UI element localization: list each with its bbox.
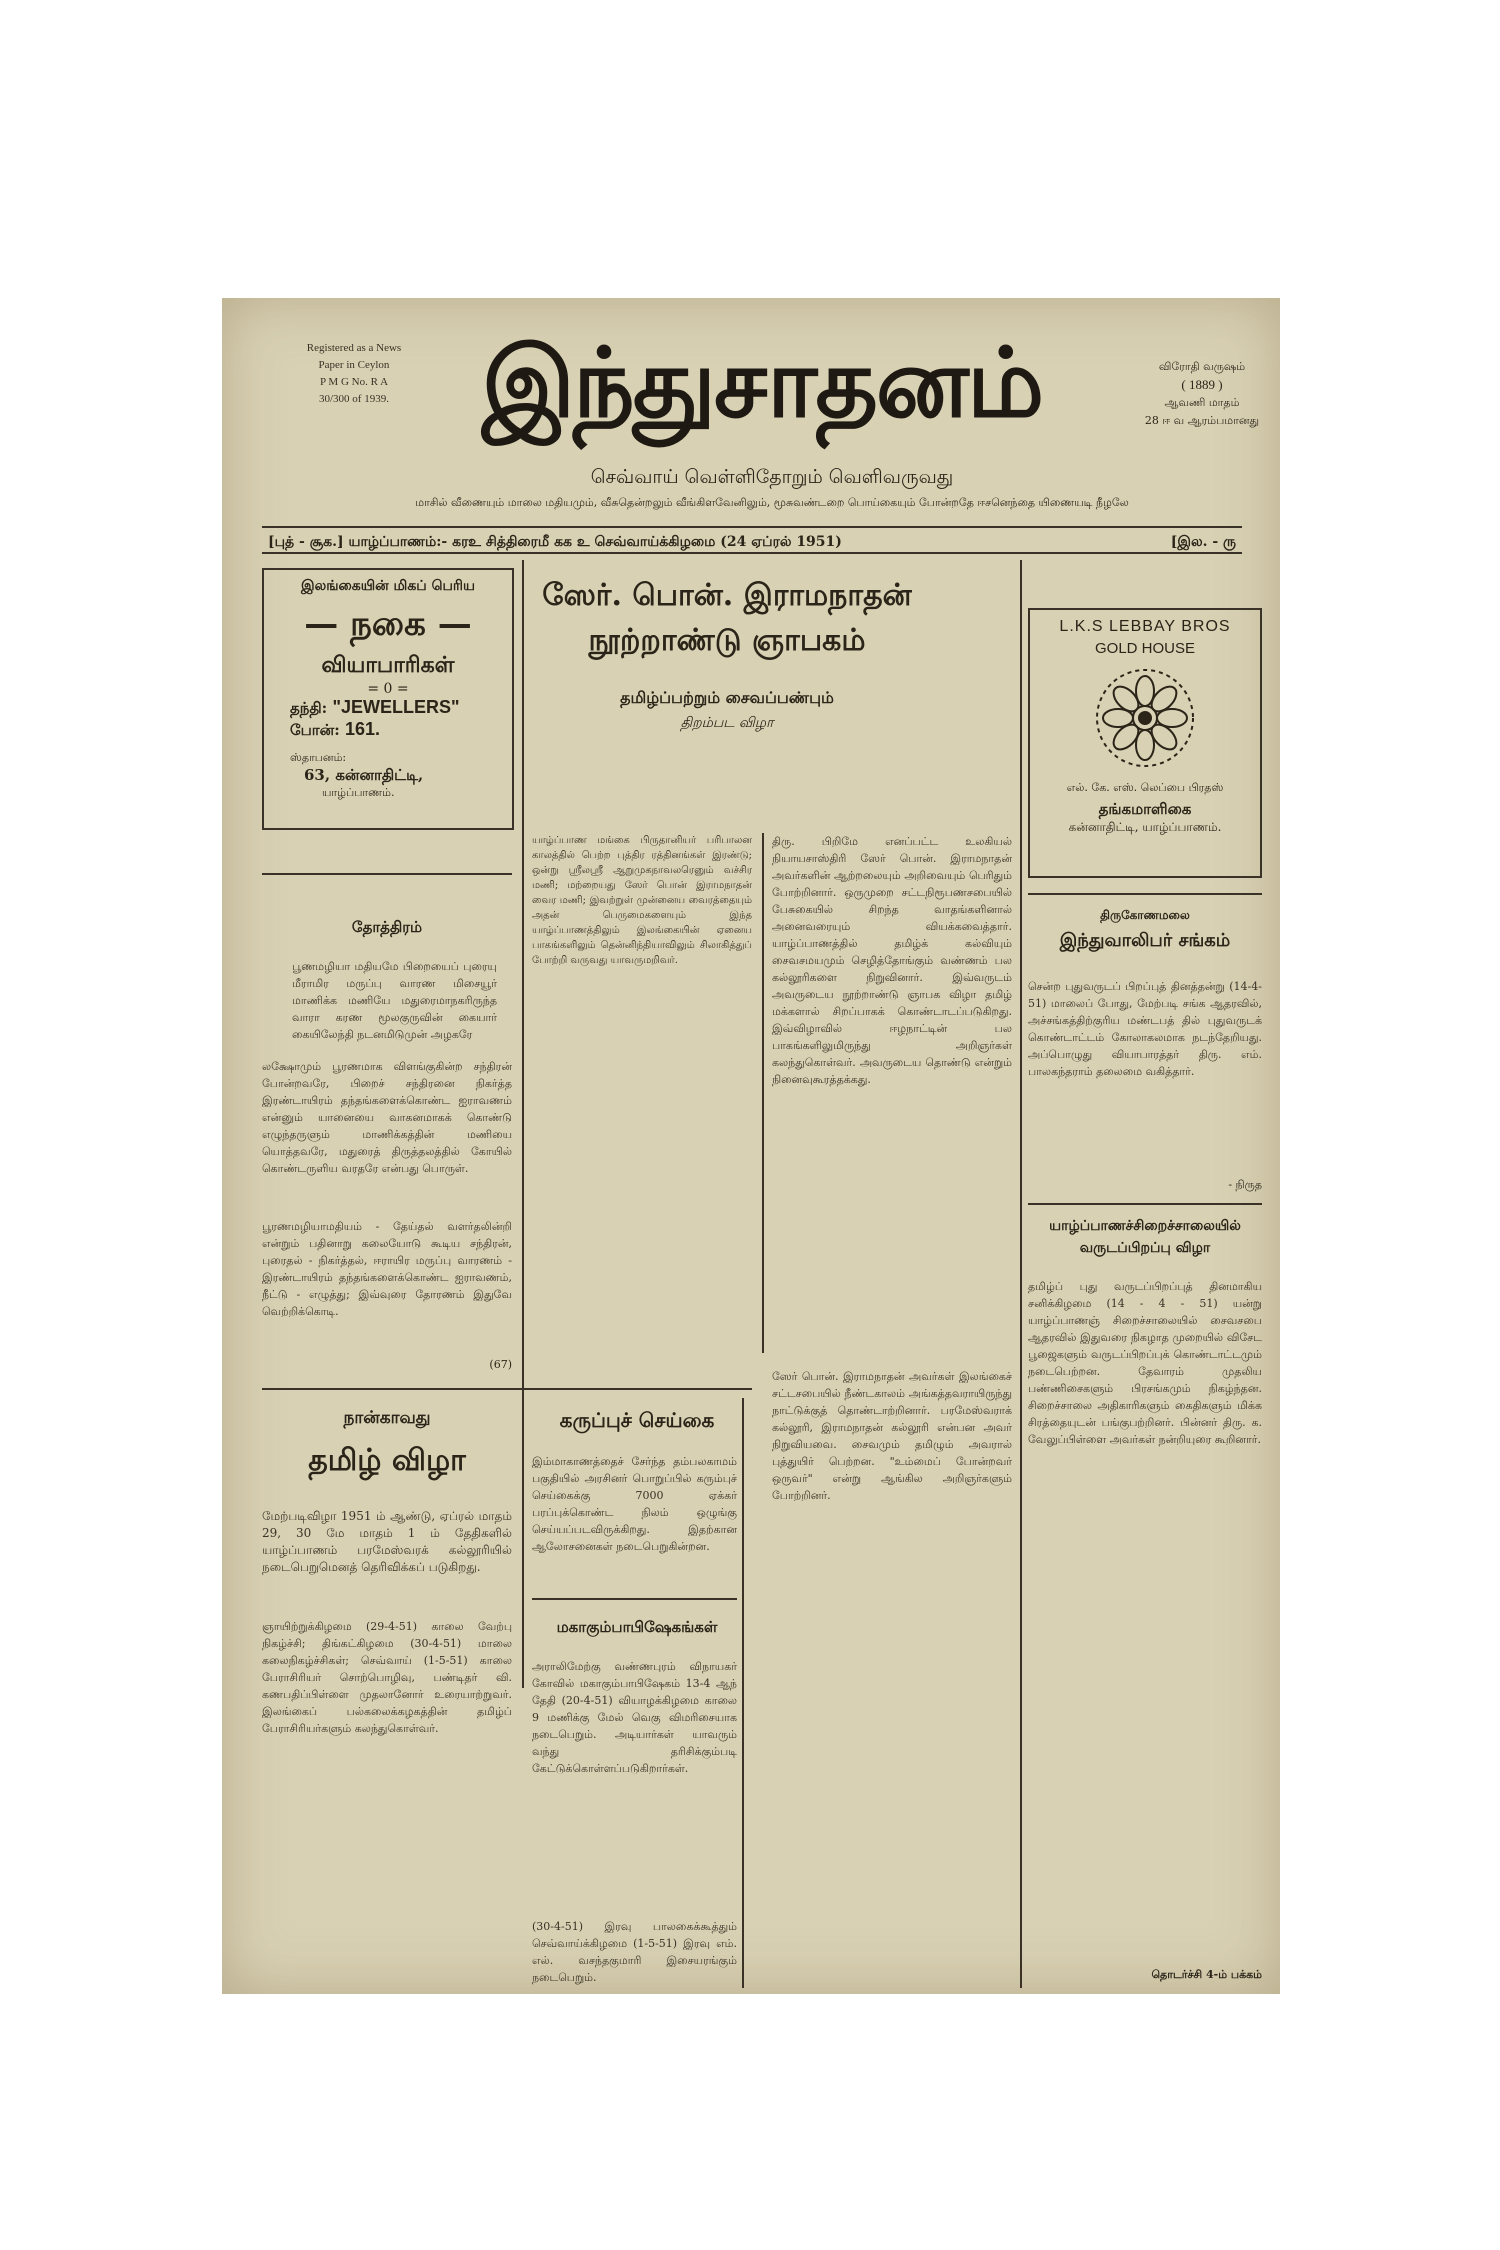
section-rule bbox=[262, 873, 512, 875]
column-rule bbox=[762, 833, 764, 1353]
temple-news-body: சென்ற புதுவருடப் பிறப்புத் தினத்தன்று (14-4-51) மாலைப் போது, மேற்படி சங்க ஆதரவில், அச்சங்கத்திற்குரிய மண்டபத் தில் புதுவருடக் கொண்டாட்டம் கோலாகலமாக நடந்தேறியது. அப்பொழுது வியாபாரத்தர் திரு. எம். பாலகந்தராம் தலைமை வகித்தார். bbox=[1028, 980, 1262, 1078]
volume-line: விரோதி வருஷம் bbox=[1158, 360, 1246, 373]
section-title: தோத்திரம் bbox=[351, 918, 423, 936]
column-rule bbox=[1020, 560, 1022, 1988]
masthead-title: இந்துசாதனம் bbox=[481, 326, 1043, 439]
ad-subbrand: GOLD HOUSE bbox=[1094, 640, 1196, 657]
ad-line: இலங்கையின் மிகப் பெரிய bbox=[301, 578, 475, 594]
lead-story-body: திரு. பிறிமே எனப்பட்ட உலகியல் நியாயசாஸ்திரி ஸேர் பொன். இராமநாதன் அவர்களின் ஆற்றலையும் அறிவையும் பெரிதும் போற்றினார். ஒருமுறை சட்டநிரூபணசபையில் பேசுகையில் சிறந்த வாதங்களினால் அனைவரையும் வியக்கவைத்தார். யாழ்ப்பாணத்தில் தமிழ்க் கல்வியும் சைவசமயமும் செழித்தோங்கும் வண்ணம் பல கல்லூரிகளை நிறுவினார். இவ்வருடம் அவருடைய நூற்றாண்டு ஞாபக விழா தமிழ் மக்களால் சிறப்பாகக் கொண்டாடப்படுகிறது. இவ்விழாவில் ஈழநாட்டின் பல பாகங்களிலுமிருந்து அறிஞர்கள் கலந்துகொள்வர். அவருடைய தொண்டு என்றும் நினைவுகூரத்தக்கது. bbox=[772, 835, 1012, 1086]
dateline-right: [இல. - ரு bbox=[1170, 534, 1236, 550]
address-line: 63, கன்னாதிட்டி, bbox=[304, 766, 424, 784]
continued-note: தொடர்ச்சி 4-ம் பக்கம் bbox=[1151, 1968, 1262, 1981]
phone-value: 161. bbox=[344, 719, 381, 739]
ad-brand: L.K.S LEBBAY BROS bbox=[1059, 618, 1231, 635]
jewellers-ad bbox=[262, 568, 514, 830]
ad-line: எல். கே. எஸ். லெப்பை பிரதஸ் bbox=[1066, 781, 1224, 794]
column-rule bbox=[742, 1398, 744, 1988]
lead-story-body: ஸேர் பொன். இராமநாதன் அவர்கள் இலங்கைச் சட்டசபையில் நீண்டகாலம் அங்கத்தவராயிருந்து நாட்டுக்குத் தொண்டாற்றினார். பரமேஸ்வராக் கல்லூரி, இராமநாதன் கல்லூரி என்பன அவர் நிறுவியவை. சைவமும் தமிழும் அவரால் புத்துயிர் பெற்றன. "உம்மைப் போன்றவர் ஒருவர்" என்று ஆங்கில அறிஞர்களும் போற்றினர். bbox=[772, 1370, 1012, 1502]
lead-headline: நூற்றாண்டு ஞாபகம் bbox=[588, 623, 866, 658]
section-title: தமிழ் விழா bbox=[308, 1443, 466, 1478]
ad-address: கன்னாதிட்டி, யாழ்ப்பாணம். bbox=[1068, 820, 1222, 834]
address-label: ஸ்தாபனம்: bbox=[290, 751, 347, 764]
section-title: மகாகும்பாபிஷேகங்கள் bbox=[556, 1618, 718, 1636]
telegram-value: "JEWELLERS" bbox=[332, 697, 460, 717]
lebbay-bros-ad bbox=[1028, 608, 1262, 878]
thothiram-verse: பூணமழியா மதியமே பிறையைப் புரையு மீராமிர மருப்பு வாரண மிசையூர் மாணிக்க மணியே மதுரைமாநகரிருந்த வாரா கரண மூலகுருவின் கையார் கையிலேந்தி நடனமிடுமுன் அழகரே bbox=[292, 960, 497, 1041]
signature: - நிருத bbox=[1228, 1178, 1262, 1191]
lead-story-intro: யாழ்ப்பாண மங்கை பிருதானியர் பரிபாலன காலத்தில் பெற்ற புத்திர ரத்தினங்கள் இரண்டு; ஒன்று ஸ்ரீலஸ்ரீ ஆறுமுகநாவலரெனும் வச்சிர மணி; மற்றையது ஸேர் பொன் இராமநாதன் வைர மணி; இவற்றுள் முன்னைய வைரத்தையும் அதன் பெருமைகளையும் இந்த யாழ்ப்பாணத்திலும் இலங்கையின் ஏனைய பாகங்களிலும் தென்னிந்தியாவிலும் சிலாகித்துப் போற்றி வருவது யாவருமறிவர். bbox=[532, 835, 752, 966]
thothiram-body: பூரணமழியாமதியம் - தேய்தல் வளர்தலின்றி என்றும் பதினாறு கலையோடு கூடிய சந்திரன், புரைதல் - நிகர்த்தல், ஈராயிர மருப்பு வாரணம் - இரண்டாயிரம் தந்தங்களைக்கொண்ட ஐராவணம், நீட்டு - எழுத்து; இவ்வுரை தோரணம் இதுவே வெற்றிக்கொடி. bbox=[262, 1220, 512, 1318]
lead-subhead: தமிழ்ப்பற்றும் சைவப்பண்பும் bbox=[620, 688, 834, 707]
lead-headline: ஸேர். பொன். இராமநாதன் bbox=[542, 578, 912, 613]
dateline-left: [புத் - சூக.] யாழ்ப்பாணம்:- கரஉ சித்திரைமீ கக உ செவ்வாய்க்கிழமை (24 ஏப்ரல் 1951) bbox=[268, 534, 842, 550]
tagline: செவ்வாய் வெள்ளிதோறும் வெளிவருவது bbox=[590, 466, 954, 488]
ad-line: தங்கமாளிகை bbox=[1098, 800, 1192, 818]
section-title: வருடப்பிறப்பு விழா bbox=[1079, 1240, 1211, 1256]
volume-year: ( 1889 ) bbox=[1181, 377, 1223, 392]
kumbabishekam-body: (30-4-51) இரவு பாலகைக்கூத்தும் செவ்வாய்க்கிழமை (1-5-51) இரவு எம். எல். வசந்தகுமாரி இசையரங்கும் நடைபெறும். bbox=[532, 1920, 737, 1984]
volume-line: 28 ஈ வ ஆரம்பமானது bbox=[1144, 414, 1260, 427]
tamil-vizha-lead: மேற்படிவிழா 1951 ம் ஆண்டு, ஏப்ரல் மாதம் 29, 30 மே மாதம் 1 ம் தேதிகளில் யாழ்ப்பாணம் பரமேஸ்வரக் கல்லூரியில் நடைபெறுமெனத் தெரிவிக்கப் படுகிறது. bbox=[262, 1509, 512, 1574]
telegram-label: தந்தி: bbox=[290, 699, 328, 717]
ad-divider: = 0 = bbox=[367, 681, 409, 697]
kicker: திருகோணமலை bbox=[1100, 908, 1190, 922]
karuppu-body: இம்மாகாணத்தைச் சேர்ந்த தம்பலகாமம் பகுதியில் அரசினர் பொறுப்பில் கரும்புச் செய்கைக்கு 7000 ஏக்கர் பரப்புக்கொண்ட நிலம் ஒழுங்கு செய்யப்படவிருக்கிறது. இதற்கான ஆலோசனைகள் நடைபெறுகின்றன. bbox=[532, 1455, 737, 1553]
lead-story-header bbox=[532, 578, 922, 733]
signature: (67) bbox=[489, 1358, 512, 1371]
dateline bbox=[262, 526, 1242, 554]
section-title: இந்துவாலிபர் சங்கம் bbox=[1059, 930, 1231, 951]
motto: மாசில் வீணையும் மாலை மதியமும், வீசுதென்றலும் வீங்கிளவேனிலும், மூசுவண்டறை பொய்கையும் போன்றதே ஈசனெந்தை யிணையடி நீழலே bbox=[415, 496, 1129, 509]
column-rule bbox=[522, 560, 524, 1688]
kumbabishekam-body: அராலிமேற்கு வண்ணபுரம் விநாயகர் கோவில் மகாகும்பாபிஷேகம் 13-4 ஆந் தேதி (20-4-51) வியாழக்கிழமை காலை 9 மணிக்கு மேல் வெகு விமரிசையாக நடைபெறும். அடியார்கள் யாவரும் வந்து தரிசிக்கும்படி கேட்டுக்கொள்ளப்படுகிறார்கள். bbox=[532, 1660, 737, 1775]
newspaper-page bbox=[222, 298, 1280, 1994]
section-rule bbox=[1028, 893, 1262, 895]
ad-line: வியாபாரிகள் bbox=[321, 652, 455, 678]
lead-subhead: திறம்பட விழா bbox=[680, 715, 774, 731]
section-rule bbox=[1028, 1203, 1262, 1205]
section-rule bbox=[532, 1598, 737, 1600]
ad-telegram bbox=[264, 697, 512, 719]
volume-info bbox=[1142, 358, 1262, 430]
ad-headline: — நகை — bbox=[304, 604, 472, 644]
address-line: யாழ்ப்பாணம். bbox=[322, 786, 395, 799]
ad-phone bbox=[264, 719, 512, 741]
thothiram-body: லக்ஷோமும் பூரணமாக விளங்குகின்ற சந்திரன் போன்றவரே, பிறைச் சந்திரனை நிகர்த்த இரண்டாயிரம் தந்தங்களைக்கொண்ட ஐராவணம் என்னும் யானையை வாகனமாகக் கொண்டு எழுந்தருளும் மாணிக்கத்தின் மணியை யொத்தவரே, மதுரைத் திருத்தலத்தில் கோயில் கொண்டருளிய வரதரே என்பது பொருள். bbox=[262, 1060, 512, 1175]
tamil-vizha-body: ஞாயிற்றுக்கிழமை (29-4-51) காலை வேற்பு நிகழ்ச்சி; திங்கட்கிழமை (30-4-51) மாலை கலைநிகழ்ச்சிகள்; செவ்வாய் (1-5-51) காலை பேராசிரியர் சொற்பொழிவு, பண்டிதர் வி. கணபதிப்பிள்ளை முதலானோர் உரையாற்றுவர். இலங்கைப் பல்கலைக்கழகத்தின் தமிழ்ப் பேராசிரியர்களும் கலந்துகொள்வர். bbox=[262, 1620, 512, 1735]
newyear-body: தமிழ்ப் புது வருடப்பிறப்புத் தினமாகிய சனிக்கிழமை (14 - 4 - 51) யன்று யாழ்ப்பாணஞ் சிறைச்சாலையில் சைவசபை ஆதரவில் இதுவரை நிகழாத முறையில் விசேட பூஜைகளும் வருடப்பிறப்புக் கொண்டாட்டமும் நடைபெற்றன. தேவாரம் முதலிய பண்ணிசைகளும் பிரசங்கமும் நிகழ்ந்தன. சிறைச்சாலை அதிகாரிகளும் கைதிகளும் மிக்க சிரத்தையுடன் பங்குபற்றினர். பின்னர் திரு. க. வேலுப்பிள்ளை அவர்கள் நன்றியுரை கூறினார். bbox=[1028, 1280, 1262, 1446]
rosette-ornament-icon bbox=[1090, 663, 1200, 773]
registration-line: P M G No. R A bbox=[319, 376, 389, 388]
section-title: யாழ்ப்பாணச்சிறைச்சாலையில் bbox=[1049, 1218, 1241, 1234]
registration-line: 30/300 of 1939. bbox=[319, 393, 389, 405]
section-rule bbox=[262, 1388, 752, 1390]
volume-line: ஆவணி மாதம் bbox=[1164, 396, 1240, 409]
registration-line: Registered as a News bbox=[306, 342, 402, 354]
registration-notice bbox=[284, 340, 424, 408]
section-title: கருப்புச் செய்கை bbox=[559, 1408, 715, 1432]
phone-label: போன்: bbox=[290, 721, 340, 739]
kicker: நான்காவது bbox=[343, 1408, 431, 1428]
registration-line: Paper in Ceylon bbox=[318, 359, 390, 371]
